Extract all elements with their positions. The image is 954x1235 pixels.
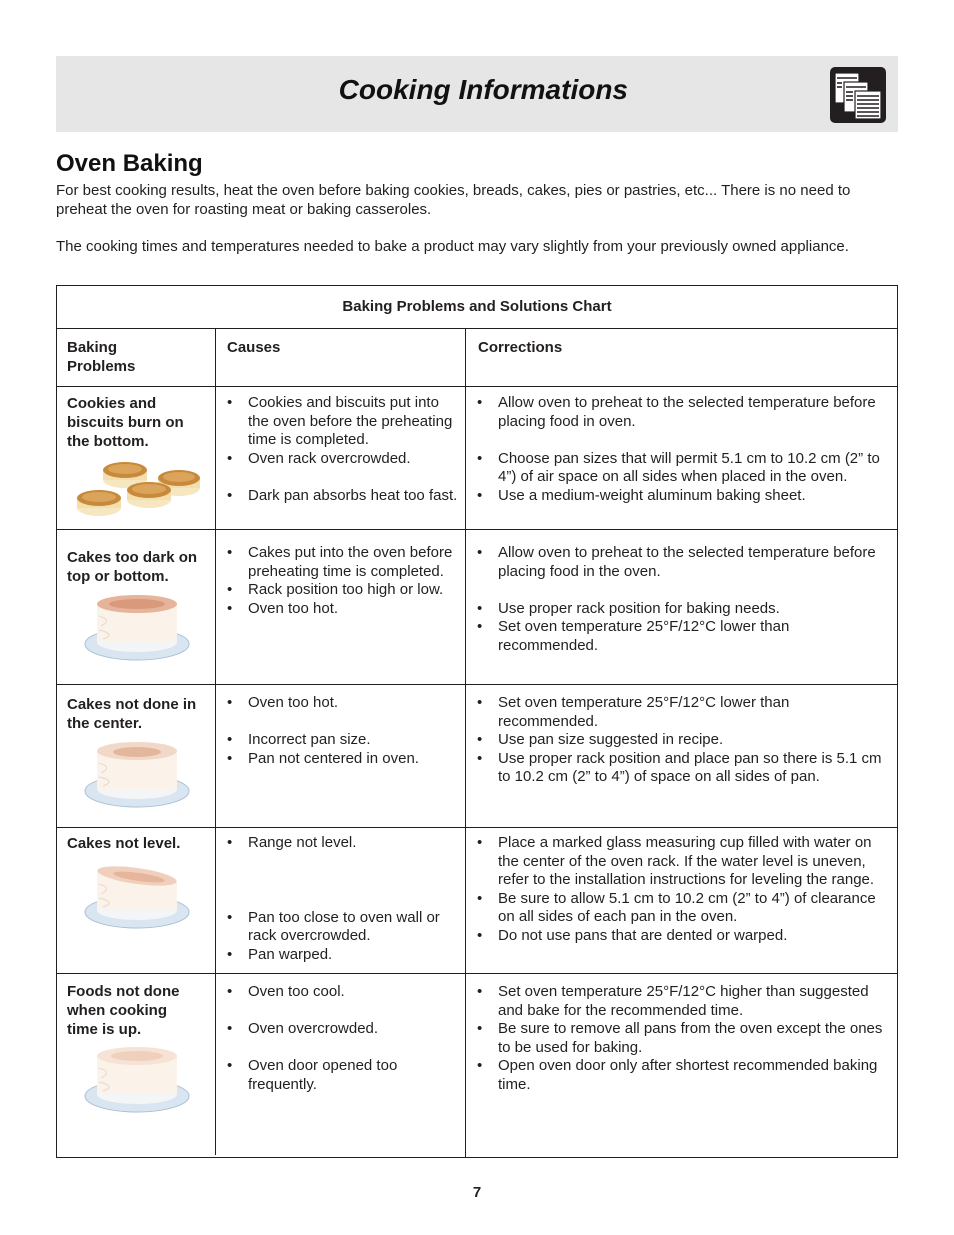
row-divider [57,529,897,530]
cause-item: • Oven door opened too frequently. [225,1057,461,1094]
cake-image [83,592,191,662]
correction-item: • Set oven temperature 25°F/12°C lower than recommended. [475,694,887,731]
column-divider [215,329,216,1155]
biscuit [77,490,121,516]
row-divider [57,684,897,685]
correction-item: • Be sure to remove all pans from the oven except the ones to be used for baking. [475,1020,887,1057]
cause-item: • Oven too hot. [225,600,461,619]
cause-item: • Pan warped. [225,946,461,965]
cause-item: • Range not level. [225,834,461,853]
corrections-list [475,834,887,946]
correction-item: • Use proper rack position and place pan so there is 5.1 cm to 10.2 cm (2” to 4”) of space on all sides of pan. [475,750,887,787]
cause-item: • Pan too close to oven wall or rack overcrowded. [225,909,461,946]
cause-item: • Oven too cool. [225,983,461,1002]
intro-paragraph: For best cooking results, heat the oven before baking cookies, breads, cakes, pies or pastries, etc... There is no need to preheat the oven for roasting meat or baking casseroles. [56,182,851,218]
problem-label: Foods not done when cooking time is up. [67,983,180,1038]
correction-item: • Use proper rack position for baking needs. [475,600,887,619]
correction-item: • Place a marked glass measuring cup filled with water on the center of the oven rack. If the water level is uneven, refer to the installation instructions for leveling the range. [475,834,887,890]
causes-list [225,394,461,506]
causes-list [225,694,461,768]
chart-title: Baking Problems and Solutions Chart [57,286,897,329]
cake-image [83,739,191,809]
cause-item: • Cakes put into the oven before preheating time is completed. [225,544,461,581]
corrections-list [475,694,887,787]
correction-item: • Set oven temperature 25°F/12°C higher than suggested and bake for the recommended time. [475,983,887,1020]
page-header-title: Cooking Informations [338,74,628,105]
cause-item: • Oven overcrowded. [225,1020,461,1039]
page-number: 7 [472,1184,482,1201]
correction-item: • Open oven door only after shortest recommended baking time. [475,1057,887,1094]
corrections-list [475,394,887,506]
biscuit [127,482,171,508]
biscuits-image [71,456,203,522]
causes-list [225,544,461,618]
tilted-cake-image [83,860,191,930]
cause-item: • Dark pan absorbs heat too fast. [225,487,461,506]
correction-item: • Set oven temperature 25°F/12°C lower than recommended. [475,618,887,655]
intro-paragraph: The cooking times and temperatures needed to bake a product may vary slightly from your previously owned appliance. [56,238,849,255]
section-title: Oven Baking [56,150,203,177]
causes-list [225,834,461,964]
corrections-list [475,544,887,656]
problem-label: Cakes not level. [67,835,181,852]
causes-list [225,983,461,1095]
row-divider [57,386,897,387]
cause-item: • Rack position too high or low. [225,581,461,600]
correction-item: • Use a medium-weight aluminum baking sheet. [475,487,887,506]
row-divider [57,827,897,828]
cause-item: • Oven rack overcrowded. [225,450,461,469]
column-header-corrections: Corrections [478,339,563,356]
baking-problems-chart [56,285,898,1158]
cake-image [83,1044,191,1114]
cause-item: • Cookies and biscuits put into the oven before the preheating time is completed. [225,394,461,450]
header-band [56,56,898,132]
cause-item: • Pan not centered in oven. [225,750,461,769]
correction-item: • Use pan size suggested in recipe. [475,731,887,750]
column-header-causes: Causes [227,339,281,356]
correction-item: • Allow oven to preheat to the selected temperature before placing food in the oven. [475,544,887,581]
row-divider [57,973,897,974]
correction-item: • Do not use pans that are dented or warped. [475,927,887,946]
problem-label: Cakes not done in the center. [67,696,197,732]
document-stack-icon [830,67,886,123]
column-divider [465,329,466,1157]
cause-item: • Oven too hot. [225,694,461,713]
problem-label: Cookies and biscuits burn on the bottom. [67,395,184,450]
cause-item: • Incorrect pan size. [225,731,461,750]
corrections-list [475,983,887,1095]
problem-label: Cakes too dark on top or bottom. [67,549,198,585]
column-header-problems: Baking Problems [67,339,136,375]
correction-item: • Be sure to allow 5.1 cm to 10.2 cm (2” to 4”) of clearance on all sides of each pan in the oven. [475,890,887,927]
correction-item: • Choose pan sizes that will permit 5.1 cm to 10.2 cm (2” to 4”) of air space on all sides when placed in the oven. [475,450,887,487]
correction-item: • Allow oven to preheat to the selected temperature before placing food in oven. [475,394,887,431]
